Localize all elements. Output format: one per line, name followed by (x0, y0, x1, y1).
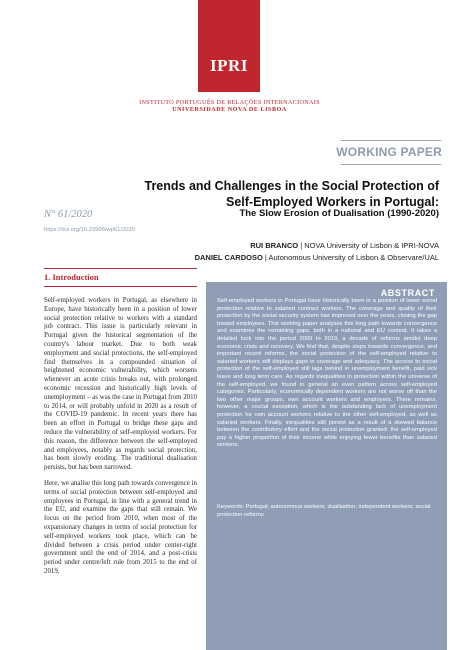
ipri-logo (198, 0, 260, 92)
title-line-2: Self-Employed Workers in Portugal: (225, 194, 439, 209)
paper-number: N° 61/2020 (44, 209, 93, 220)
abstract-keywords: Keywords: Portugal; autonomous workers; dualisation; independent workers; social protection reforms (217, 504, 431, 518)
body-paragraph: Here, we analise this long path towards convergence in terms of social protection between self-employed and employees in Portugal, in line with a general trend in the EU, and examine the gaps that still remain. We focus on the period from 2010, when most of the expansionary changes in terms of social protection for self-employed workers took place, which can be divided between a crisis period under center-right government until the end of 2014, and a post-crisis period under centre/left rule from 2015 to the end of 2019. (44, 479, 197, 575)
author-affiliation: | Autonomous University of Lisbon & Observare/UAL (262, 252, 439, 262)
section-divider-top (44, 268, 197, 269)
institution-name: INSTITUTO PORTUGUÊS DE RELAÇÕES INTERNACIONAIS (139, 99, 320, 106)
abstract-heading: ABSTRACT (380, 288, 435, 298)
paper-subtitle: The Slow Erosion of Dualisation (1990-2020) (239, 208, 439, 219)
title-line-1: Trends and Challenges in the Social Protection of (144, 179, 439, 193)
university-name: UNIVERSIDADE NOVA DE LISBOA (172, 107, 287, 113)
author-name: DANIEL CARDOSO (194, 252, 263, 262)
abstract-box (206, 282, 447, 650)
body-paragraph: Self-employed workers in Portugal, as elsewhere in Europe, have historically been in a position of lower social protection relative to workers with a standard job contract. This issue is particularly relevant in Portugal given the historical segmentation of the country's labour market. Due to both weak employment and social protections, the self-employed find themselves in a compounded situation of heightened economic vulnerability, which worsens whenever an acute crisis breaks out, with prolonged economic recession and historically high levels of unemployment – as was the case in Portugal from 2010 to 2014, or will probably unfold in 2020 as a result of the COVID-19 pandemic. In recent years there has been an effort in Portugal to bridge these gaps and reduce the vulnerability of self-employed workers. For this reason, the difference between the self-employed and employees, notably as regards social protection, has been slowly eroding. The traditional dualisation persists, but has been narrowed. (44, 297, 197, 472)
body-text (44, 297, 197, 584)
author-affiliation: | NOVA University of Lisbon & IPRI-NOVA (298, 241, 439, 250)
divider-top (341, 140, 441, 141)
section-divider-bottom (44, 286, 197, 287)
author-1 (110, 240, 439, 252)
paper-title (120, 179, 439, 210)
abstract-text: Self-employed workers in Portugal have historically been in a position of lower social protection relative to salaried contract workers. The coverage and quality of their protection by the social security system has improved over the years, closing the gap toward employees. This working paper analyses this long path towards convergence and examines the remaining gaps, both in a national and EU context. It takes a detailed look into the period 2009 to 2019, a decade of reforms amidst deep economic crisis and recovery. We find that, despite steps towards convergence, and important recent reforms, the social protection of the self-employed relative to salaried workers still displays gaps in coverage and adequacy. The access to social protection of the self-employed still lags behind in unemployment benefit, paid sick leave and long term care. As regards inequalities in protection within the universe of the self-employed, we found in general an even pattern across self-employed categories. Particularly, economically dependent workers are not worse off than the two other major groups, own account workers and employers. There remains, however, a crucial exception, which is the outstanding lack of unemployment protection for own account workers relative to the other self-employed, as well as salaried workers. Finally, inequalities still persist as a result of a skewed balance between the contributory effort and the social protection granted: the self-employed pay a higher proportion of their income while enjoying fewer benefits than salaried workers. (217, 298, 437, 449)
doi-link[interactable]: https://doi.org/10.23906/wp61/2020 (44, 227, 135, 233)
author-name: RUI BRANCO (250, 241, 299, 250)
authors (110, 240, 439, 263)
logo-text: IPRI (210, 56, 248, 75)
author-2 (110, 252, 439, 264)
series-label: WORKING PAPER (336, 145, 442, 159)
section-heading: 1. Introduction (44, 272, 99, 282)
divider-bottom (341, 164, 441, 165)
